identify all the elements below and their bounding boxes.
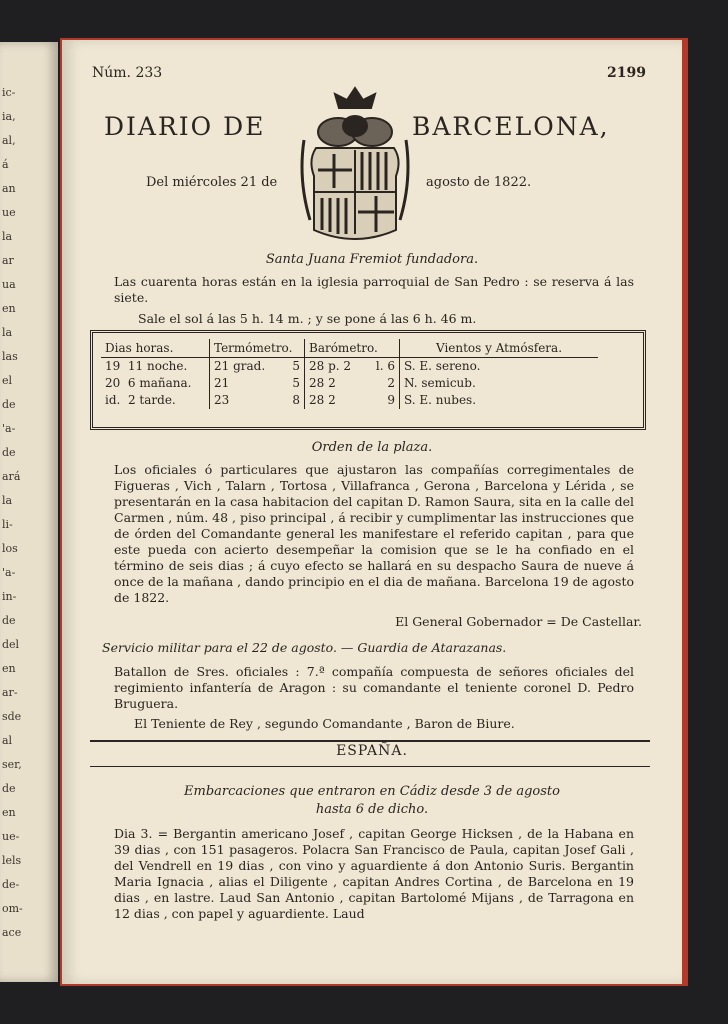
left-page-text: lels <box>2 854 22 867</box>
espana-heading: ESPAÑA. <box>336 743 408 759</box>
servicio-signature: El Teniente de Rey , segundo Comandante , Baron de Biure. <box>134 716 515 731</box>
masthead-right: BARCELONA, <box>412 112 610 141</box>
weather-table <box>90 330 646 430</box>
left-page-text: ue <box>2 206 16 219</box>
row-baro-frac: 9 <box>387 393 395 407</box>
left-page-text: al <box>2 734 13 747</box>
row-baro: 28 2 <box>309 393 336 407</box>
left-page-text: del <box>2 638 20 651</box>
left-page-text: ia, <box>2 110 16 123</box>
row-temp: 21 grad. <box>214 359 266 373</box>
row-baro: 28 2 <box>309 376 336 390</box>
table-row <box>101 375 598 392</box>
row-day: id. <box>105 393 121 407</box>
left-page-text: la <box>2 230 13 243</box>
left-page-text: de <box>2 614 16 627</box>
left-page-text: an <box>2 182 16 195</box>
left-page-text: ser, <box>2 758 22 771</box>
left-page-text: om- <box>2 902 23 915</box>
left-page-text: de <box>2 782 16 795</box>
left-page-text: sde <box>2 710 22 723</box>
masthead-left: DIARIO DE <box>104 112 266 141</box>
row-time: 6 mañana. <box>127 376 192 390</box>
devotion-notice: Las cuarenta horas están en la iglesia parroquial de San Pedro : se reserva á las siete. <box>114 274 634 305</box>
left-page-text: ar <box>2 254 14 267</box>
left-page-text: ue- <box>2 830 20 843</box>
left-page-text: en <box>2 662 16 675</box>
left-page-text: la <box>2 494 13 507</box>
orden-heading: Orden de la plaza. <box>311 440 433 455</box>
left-page-text: in- <box>2 590 17 603</box>
espana-subheading-1: Embarcaciones que entraron en Cádiz desde 3 de agosto <box>184 784 560 799</box>
header-thermometer: Termómetro. <box>210 339 305 358</box>
left-page-text: ar- <box>2 686 18 699</box>
left-page-text: li- <box>2 518 13 531</box>
table-row <box>101 392 598 409</box>
left-page-text: en <box>2 806 16 819</box>
left-page-text: las <box>2 350 18 363</box>
orden-body: Los oficiales ó particulares que ajustaron las compañías corregimentales de Figueras , Vich , Talarn , Tortosa , Villafranca , Gerona , Barcelona y Lérida , se presentarán en la casa habitacion del capitan D. Ramon Saura, sita en la calle del Carmen , núm. 48 , piso principal , á recibir y cumplimentar las instrucciones que de órden del Comandante general les manifestare el referido capitan , para que este pueda con acierto desempeñar la comision que se le ha confiado en el término de seis dias ; á cuyo efecto se hallará en su despacho Saura de nueve á once de la mañana , dando principio en el dia de mañana. Barcelona 19 de agosto de 1822. <box>114 462 634 605</box>
left-page-text: los <box>2 542 18 555</box>
espana-body: Dia 3. = Bergantin americano Josef , capitan George Hicksen , de la Habana en 39 dias , con 151 pasageros. Polacra San Francisco de Paula, capitan Josef Gali , del Vendrell en 19 dias , con vino y aguardiente á don Antonio Suris. Bergantin Maria Ignacia , alias el Diligente , capitan Andres Cortina , de Barcelona en 19 dias , en lastre. Laud San Antonio , capitan Bartolomé Mijans , de Tarragona en 12 dias , con papel y aguardiente. Laud <box>114 826 634 921</box>
row-temp: 23 <box>214 393 230 407</box>
left-page-text: de <box>2 398 16 411</box>
left-page-text: ace <box>2 926 22 939</box>
left-page-text: ua <box>2 278 16 291</box>
row-day: 19 <box>105 359 121 373</box>
left-page-text: la <box>2 326 13 339</box>
issue-number: Núm. 233 <box>92 65 163 81</box>
left-page-text: de- <box>2 878 20 891</box>
left-page-text: ic- <box>2 86 16 99</box>
page-number: 2199 <box>607 65 646 81</box>
row-wind: S. E. nubes. <box>400 392 599 409</box>
row-temp-frac: 8 <box>292 393 300 407</box>
section-rule <box>90 740 650 742</box>
espana-subheading-2: hasta 6 de dicho. <box>315 802 429 817</box>
left-page-text: al, <box>2 134 16 147</box>
left-page-text: á <box>2 158 9 171</box>
row-time: 2 tarde. <box>127 393 176 407</box>
saint-of-day: Santa Juana Fremiot fundadora. <box>265 252 479 267</box>
row-day: 20 <box>105 376 121 390</box>
coat-of-arms-icon <box>298 80 412 240</box>
left-page-text: en <box>2 302 16 315</box>
row-baro: 28 p. 2 <box>309 359 352 373</box>
left-page-text: 'a- <box>2 566 16 579</box>
row-baro-frac: l. 6 <box>375 359 395 373</box>
left-page-text: el <box>2 374 13 387</box>
servicio-heading: Servicio militar para el 22 de agosto. — Guardia de Atarazanas. <box>102 640 507 655</box>
left-page-fragment <box>0 42 58 982</box>
row-time: 11 noche. <box>127 359 188 373</box>
header-days: Dias horas. <box>101 339 210 358</box>
section-rule-thin <box>90 766 650 767</box>
left-page-text: 'a- <box>2 422 16 435</box>
row-wind: N. semicub. <box>400 375 599 392</box>
orden-signature: El General Gobernador = De Castellar. <box>395 614 642 629</box>
left-page-text: de <box>2 446 16 459</box>
table-row <box>101 358 598 376</box>
sun-times: Sale el sol á las 5 h. 14 m. ; y se pone á las 6 h. 46 m. <box>138 311 477 326</box>
date-right: agosto de 1822. <box>426 175 532 190</box>
row-temp: 21 <box>214 376 230 390</box>
row-baro-frac: 2 <box>387 376 395 390</box>
date-left: Del miércoles 21 de <box>146 175 278 190</box>
row-temp-frac: 5 <box>292 359 300 373</box>
header-barometer: Barómetro. <box>305 339 400 358</box>
header-winds: Vientos y Atmósfera. <box>400 339 599 358</box>
row-wind: S. E. sereno. <box>400 358 599 376</box>
newspaper-page <box>62 40 682 984</box>
left-page-text: ará <box>2 470 21 483</box>
row-temp-frac: 5 <box>292 376 300 390</box>
servicio-body: Batallon de Sres. oficiales : 7.ª compañía compuesta de señores oficiales del regimiento infantería de Aragon : su comandante el teniente coronel D. Pedro Bruguera. <box>114 664 634 711</box>
